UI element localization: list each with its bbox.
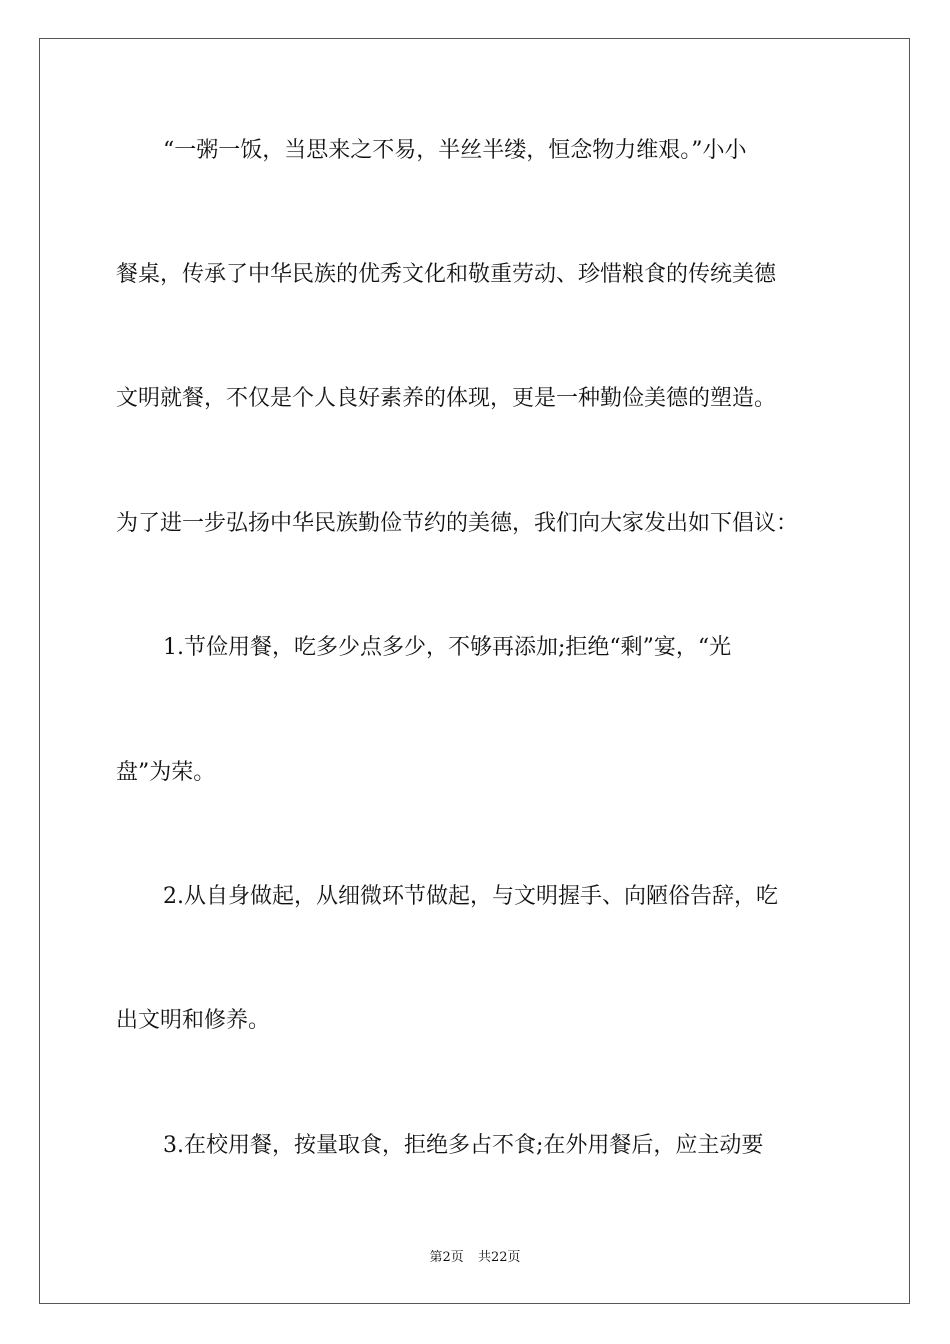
- page-number-total: 共22页: [477, 1250, 521, 1265]
- list-item-2-line-2: 出文明和修养。: [116, 1008, 271, 1033]
- page-footer: [0, 1246, 950, 1265]
- paragraph-line-1: “一粥一饭，当思来之不易，半丝半缕，恒念物力维艰。”小小: [163, 138, 747, 163]
- list-item-2-line-1: 2.从自身做起，从细微环节做起，与文明握手、向陋俗告辞，吃: [163, 884, 778, 909]
- paragraph-line-2: 餐桌，传承了中华民族的优秀文化和敬重劳动、珍惜粮食的传统美德: [116, 262, 777, 287]
- page-number-current: 第2页: [429, 1250, 464, 1265]
- list-item-1-line-2: 盘”为荣。: [116, 760, 216, 785]
- list-item-1-line-1: 1.节俭用餐，吃多少点多少，不够再添加;拒绝“剩”宴，“光: [163, 635, 732, 660]
- list-item-3-line-1: 3.在校用餐，按量取食，拒绝多占不食;在外用餐后，应主动要: [163, 1133, 764, 1158]
- page-frame: [39, 38, 910, 1304]
- paragraph-line-4: 为了进一步弘扬中华民族勤俭节约的美德，我们向大家发出如下倡议：: [116, 511, 799, 536]
- paragraph-line-3: 文明就餐，不仅是个人良好素养的体现，更是一种勤俭美德的塑造。: [116, 386, 777, 411]
